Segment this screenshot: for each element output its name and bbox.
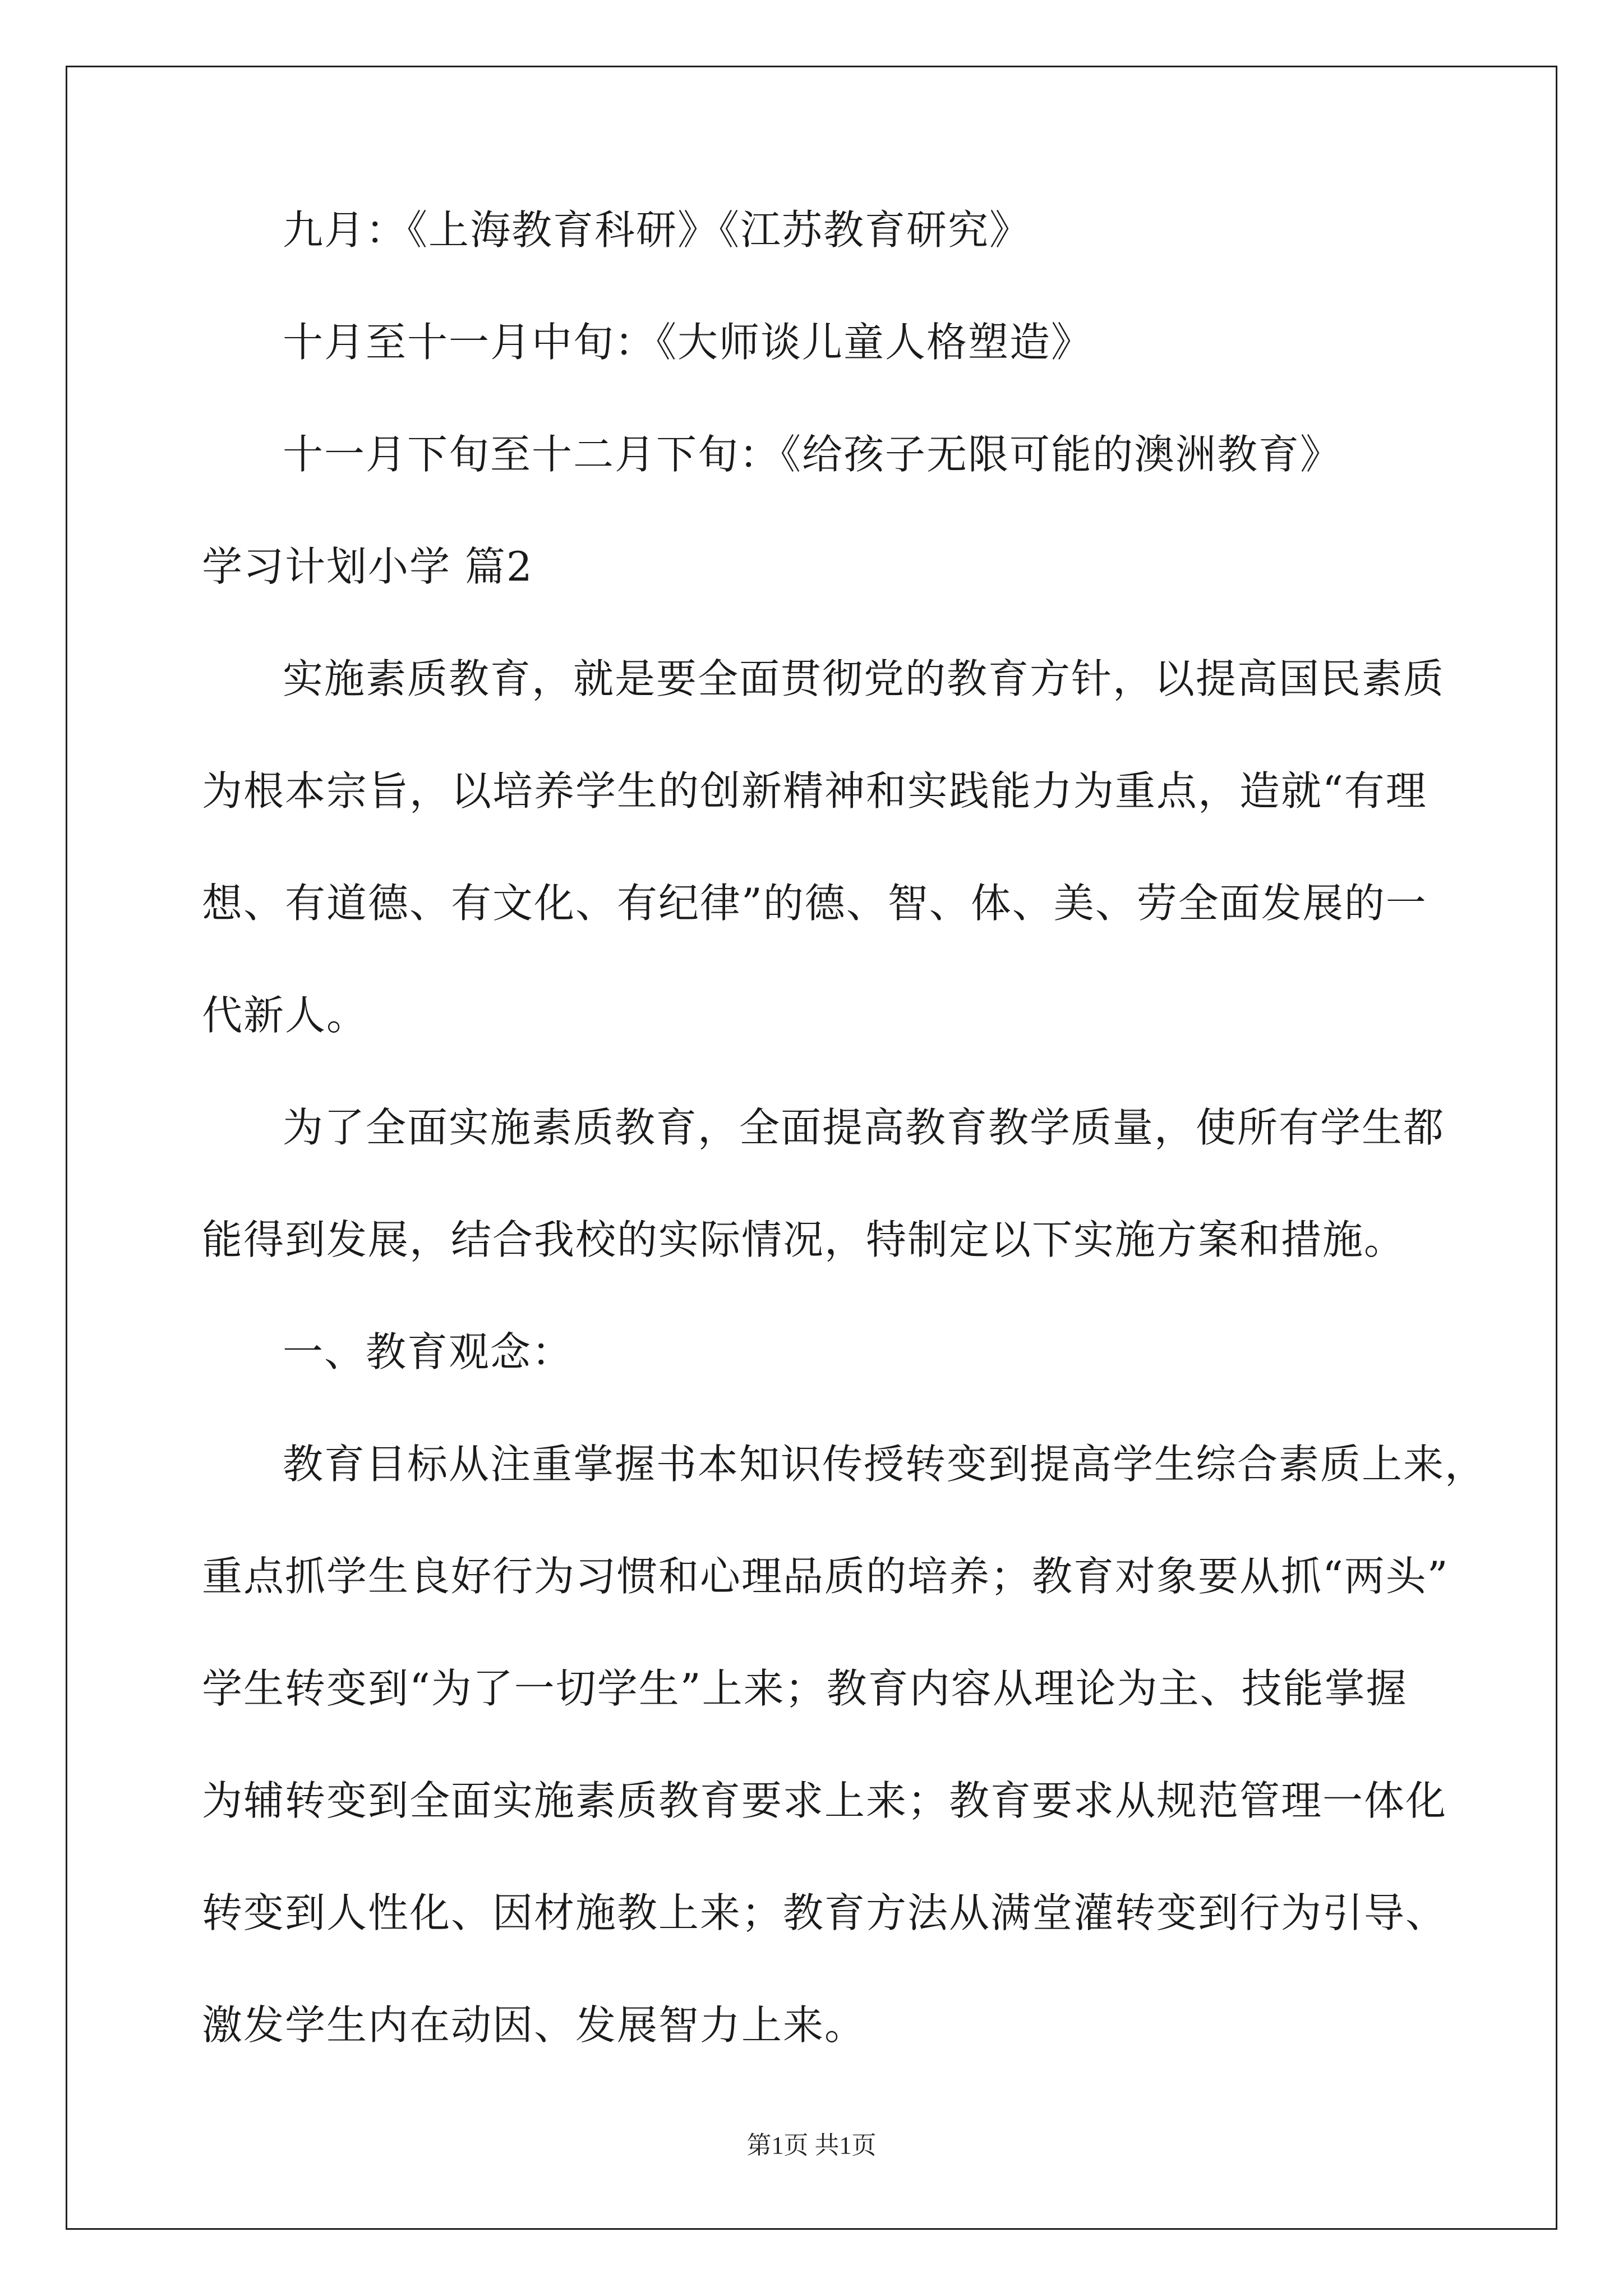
paragraph-line: 重点抓学生良好行为习惯和心理品质的培养；教育对象要从抓“两头” [202,1553,1449,1600]
paragraph-line: 教育目标从注重掌握书本知识传授转变到提高学生综合素质上来， [283,1441,1487,1488]
reading-plan-november: 十一月下旬至十二月下旬：《给孩子无限可能的澳洲教育》 [283,431,1342,478]
section-heading: 学习计划小学 篇2 [202,543,533,590]
reading-plan-september: 九月：《上海教育科研》《江苏教育研究》 [283,206,1031,254]
paragraph-line: 转变到人性化、因材施教上来；教育方法从满堂灌转变到行为引导、 [202,1889,1447,1936]
paragraph-line: 激发学生内在动因、发展智力上来。 [202,2001,866,2049]
document-body [202,202,1487,2053]
reading-plan-october: 十月至十一月中旬：《大师谈儿童人格塑造》 [283,319,1093,366]
paragraph-line: 为辅转变到全面实施素质教育要求上来；教育要求从规范管理一体化 [202,1777,1447,1824]
paragraph-line: 想、有道德、有文化、有纪律”的德、智、体、美、劳全面发展的一 [202,880,1427,927]
page-number-footer: 第1页 共1页 [746,2132,877,2159]
paragraph-line: 为根本宗旨，以培养学生的创新精神和实践能力为重点，造就“有理 [202,767,1427,815]
paragraph-line: 实施素质教育，就是要全面贯彻党的教育方针，以提高国民素质 [283,655,1445,702]
paragraph-line: 代新人。 [202,992,368,1039]
paragraph-line: 能得到发展，结合我校的实际情况，特制定以下实施方案和措施。 [202,1216,1406,1263]
subsection-heading: 一、教育观念： [283,1328,574,1375]
paragraph-line: 学生转变到“为了一切学生”上来；教育内容从理论为主、技能掌握 [202,1665,1408,1712]
paragraph-line: 为了全面实施素质教育，全面提高教育教学质量，使所有学生都 [283,1104,1445,1151]
